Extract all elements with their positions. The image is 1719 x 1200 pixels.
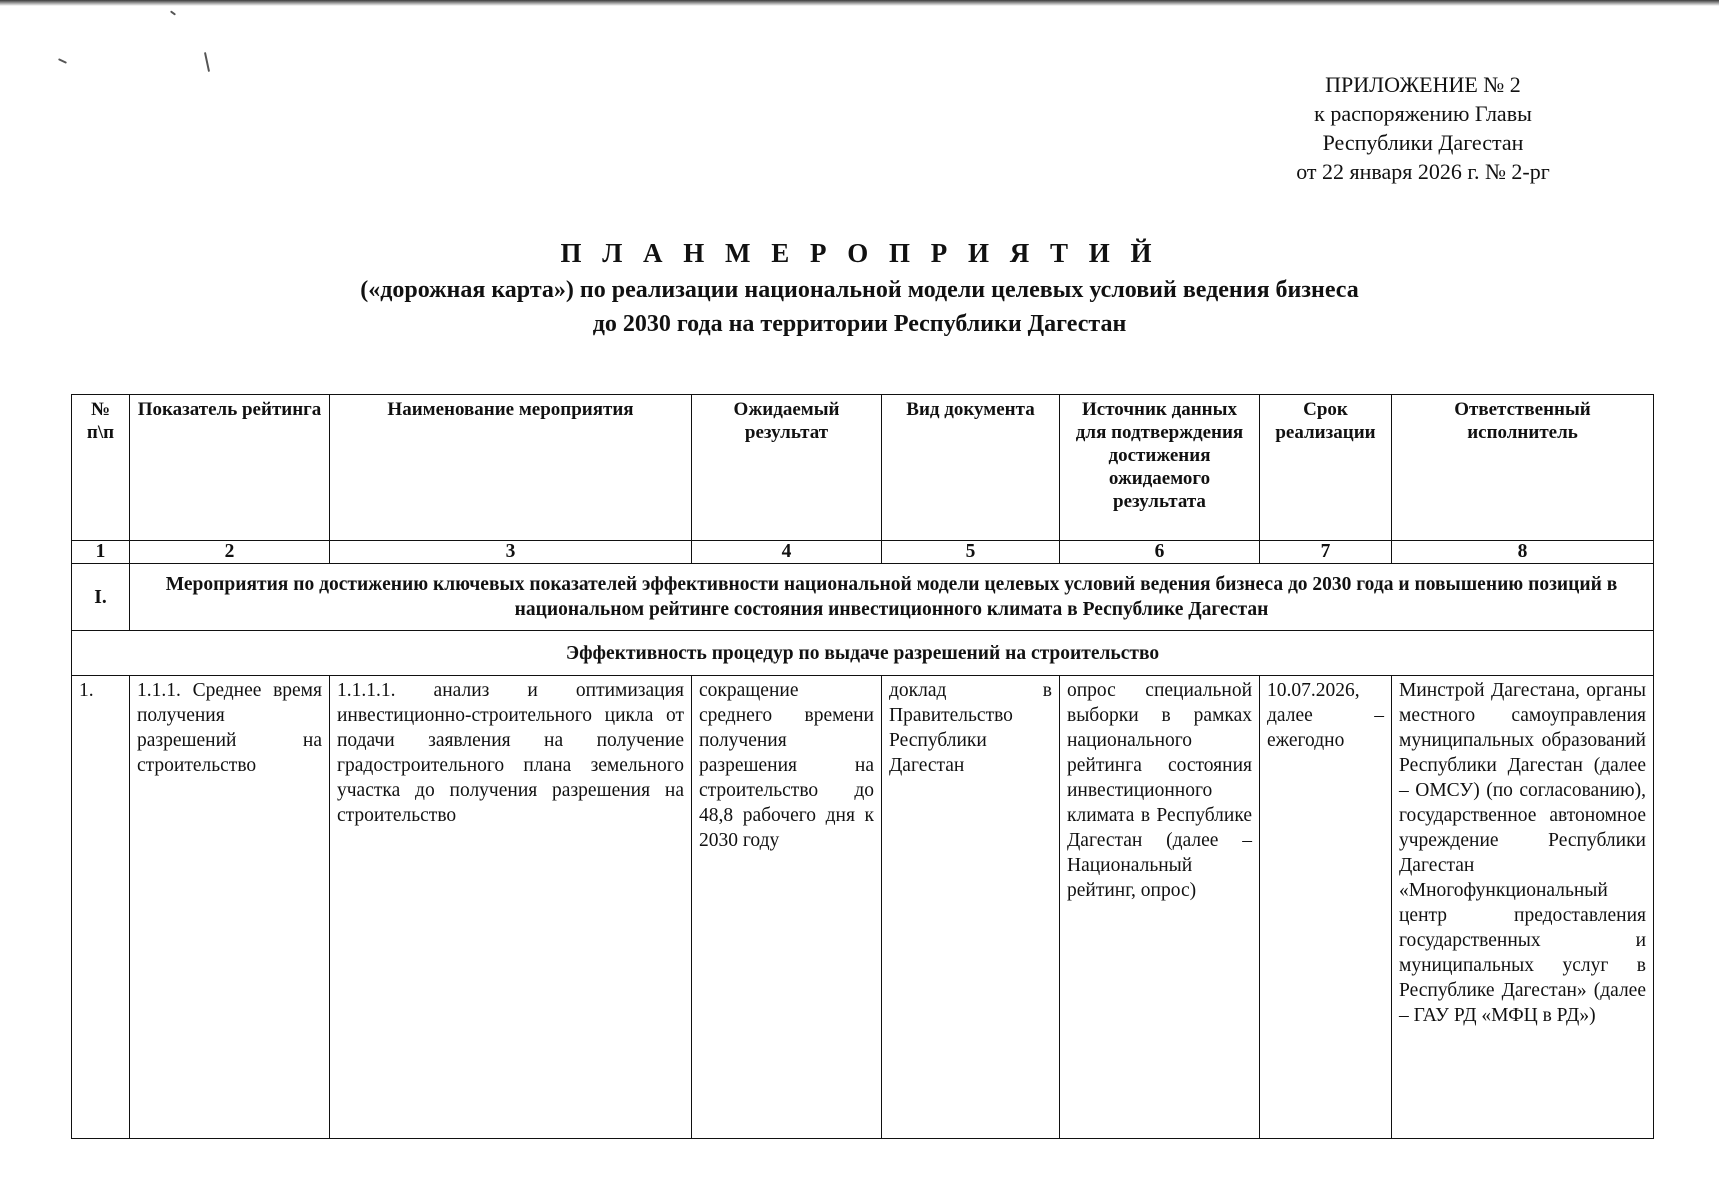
column-number: 7 xyxy=(1260,541,1392,564)
row-document: доклад в Правительство Республики Дагестан xyxy=(882,676,1060,1139)
column-number-row xyxy=(72,541,1654,564)
scan-speck xyxy=(58,58,67,64)
subtitle-line-1: («дорожная карта») по реализации национальной модели целевых условий ведения бизнеса xyxy=(360,277,1359,303)
appendix-order-ref: к распоряжению Главы xyxy=(1314,101,1532,126)
section-row xyxy=(72,564,1654,631)
row-responsible: Минстрой Дагестана, органы местного самоуправления муниципальных образований Республики Дагестан (далее – ОМСУ) (по согласованию), государственное автономное учреждение Республики Дагестан «Многофункциональный центр предоставления государственных и муниципальных услуг в Республике Дагестан» (далее – ГАУ РД «МФЦ в РД») xyxy=(1392,676,1654,1139)
subsection-title: Эффективность процедур по выдаче разрешений на строительство xyxy=(72,631,1654,676)
row-source: опрос специальной выборки в рамках национального рейтинга состояния инвестиционного климата в Республике Дагестан (далее – Национальный рейтинг, опрос) xyxy=(1060,676,1260,1139)
subsection-row xyxy=(72,631,1654,676)
row-number: 1. xyxy=(72,676,130,1139)
appendix-number: ПРИЛОЖЕНИЕ № 2 xyxy=(1325,72,1521,97)
document-title: П Л А Н М Е Р О П Р И Я Т И Й xyxy=(560,238,1159,268)
header-cell-number: № п\п xyxy=(72,395,130,541)
column-number: 3 xyxy=(330,541,692,564)
document-subtitle xyxy=(0,273,1719,341)
row-indicator: 1.1.1. Среднее время получения разрешений на строительство xyxy=(130,676,330,1139)
section-number: I. xyxy=(72,564,130,631)
scan-speck xyxy=(170,10,176,15)
header-cell-deadline: Срок реализации xyxy=(1260,395,1392,541)
header-cell-document: Вид документа xyxy=(882,395,1060,541)
column-number: 1 xyxy=(72,541,130,564)
column-number: 2 xyxy=(130,541,330,564)
header-cell-indicator: Показатель рейтинга xyxy=(130,395,330,541)
row-measure: 1.1.1.1. анализ и оптимизация инвестиционно-строительного цикла от подачи заявления на получение градостроительного плана земельного участка до получения разрешения на строительство xyxy=(330,676,692,1139)
row-result: сокращение среднего времени получения разрешения на строительство до 48,8 рабочего дня к 2030 году xyxy=(692,676,882,1139)
column-number: 4 xyxy=(692,541,882,564)
scan-speck xyxy=(204,52,210,72)
subtitle-line-2: до 2030 года на территории Республики Дагестан xyxy=(592,311,1127,337)
table-header-row xyxy=(72,395,1654,541)
header-cell-measure: Наименование мероприятия xyxy=(330,395,692,541)
appendix-date: от 22 января 2026 г. № 2-рг xyxy=(1296,159,1550,184)
header-cell-responsible: Ответственный исполнитель xyxy=(1392,395,1654,541)
column-number: 6 xyxy=(1060,541,1260,564)
header-cell-result: Ожидаемый результат xyxy=(692,395,882,541)
table-row xyxy=(72,676,1654,1139)
row-deadline: 10.07.2026, далее – ежегодно xyxy=(1260,676,1392,1139)
header-cell-source: Источник данных для подтверждения достижения ожидаемого результата xyxy=(1060,395,1260,541)
appendix-header xyxy=(1263,70,1583,186)
column-number: 5 xyxy=(882,541,1060,564)
column-number: 8 xyxy=(1392,541,1654,564)
scan-edge-shadow xyxy=(0,0,1719,6)
section-title: Мероприятия по достижению ключевых показателей эффективности национальной модели целевых условий ведения бизнеса до 2030 года и повышению позиций в национальном рейтинге состояния инвестиционного климата в Республике Дагестан xyxy=(130,564,1654,631)
appendix-region: Республики Дагестан xyxy=(1322,130,1524,155)
plan-table xyxy=(71,394,1654,1139)
